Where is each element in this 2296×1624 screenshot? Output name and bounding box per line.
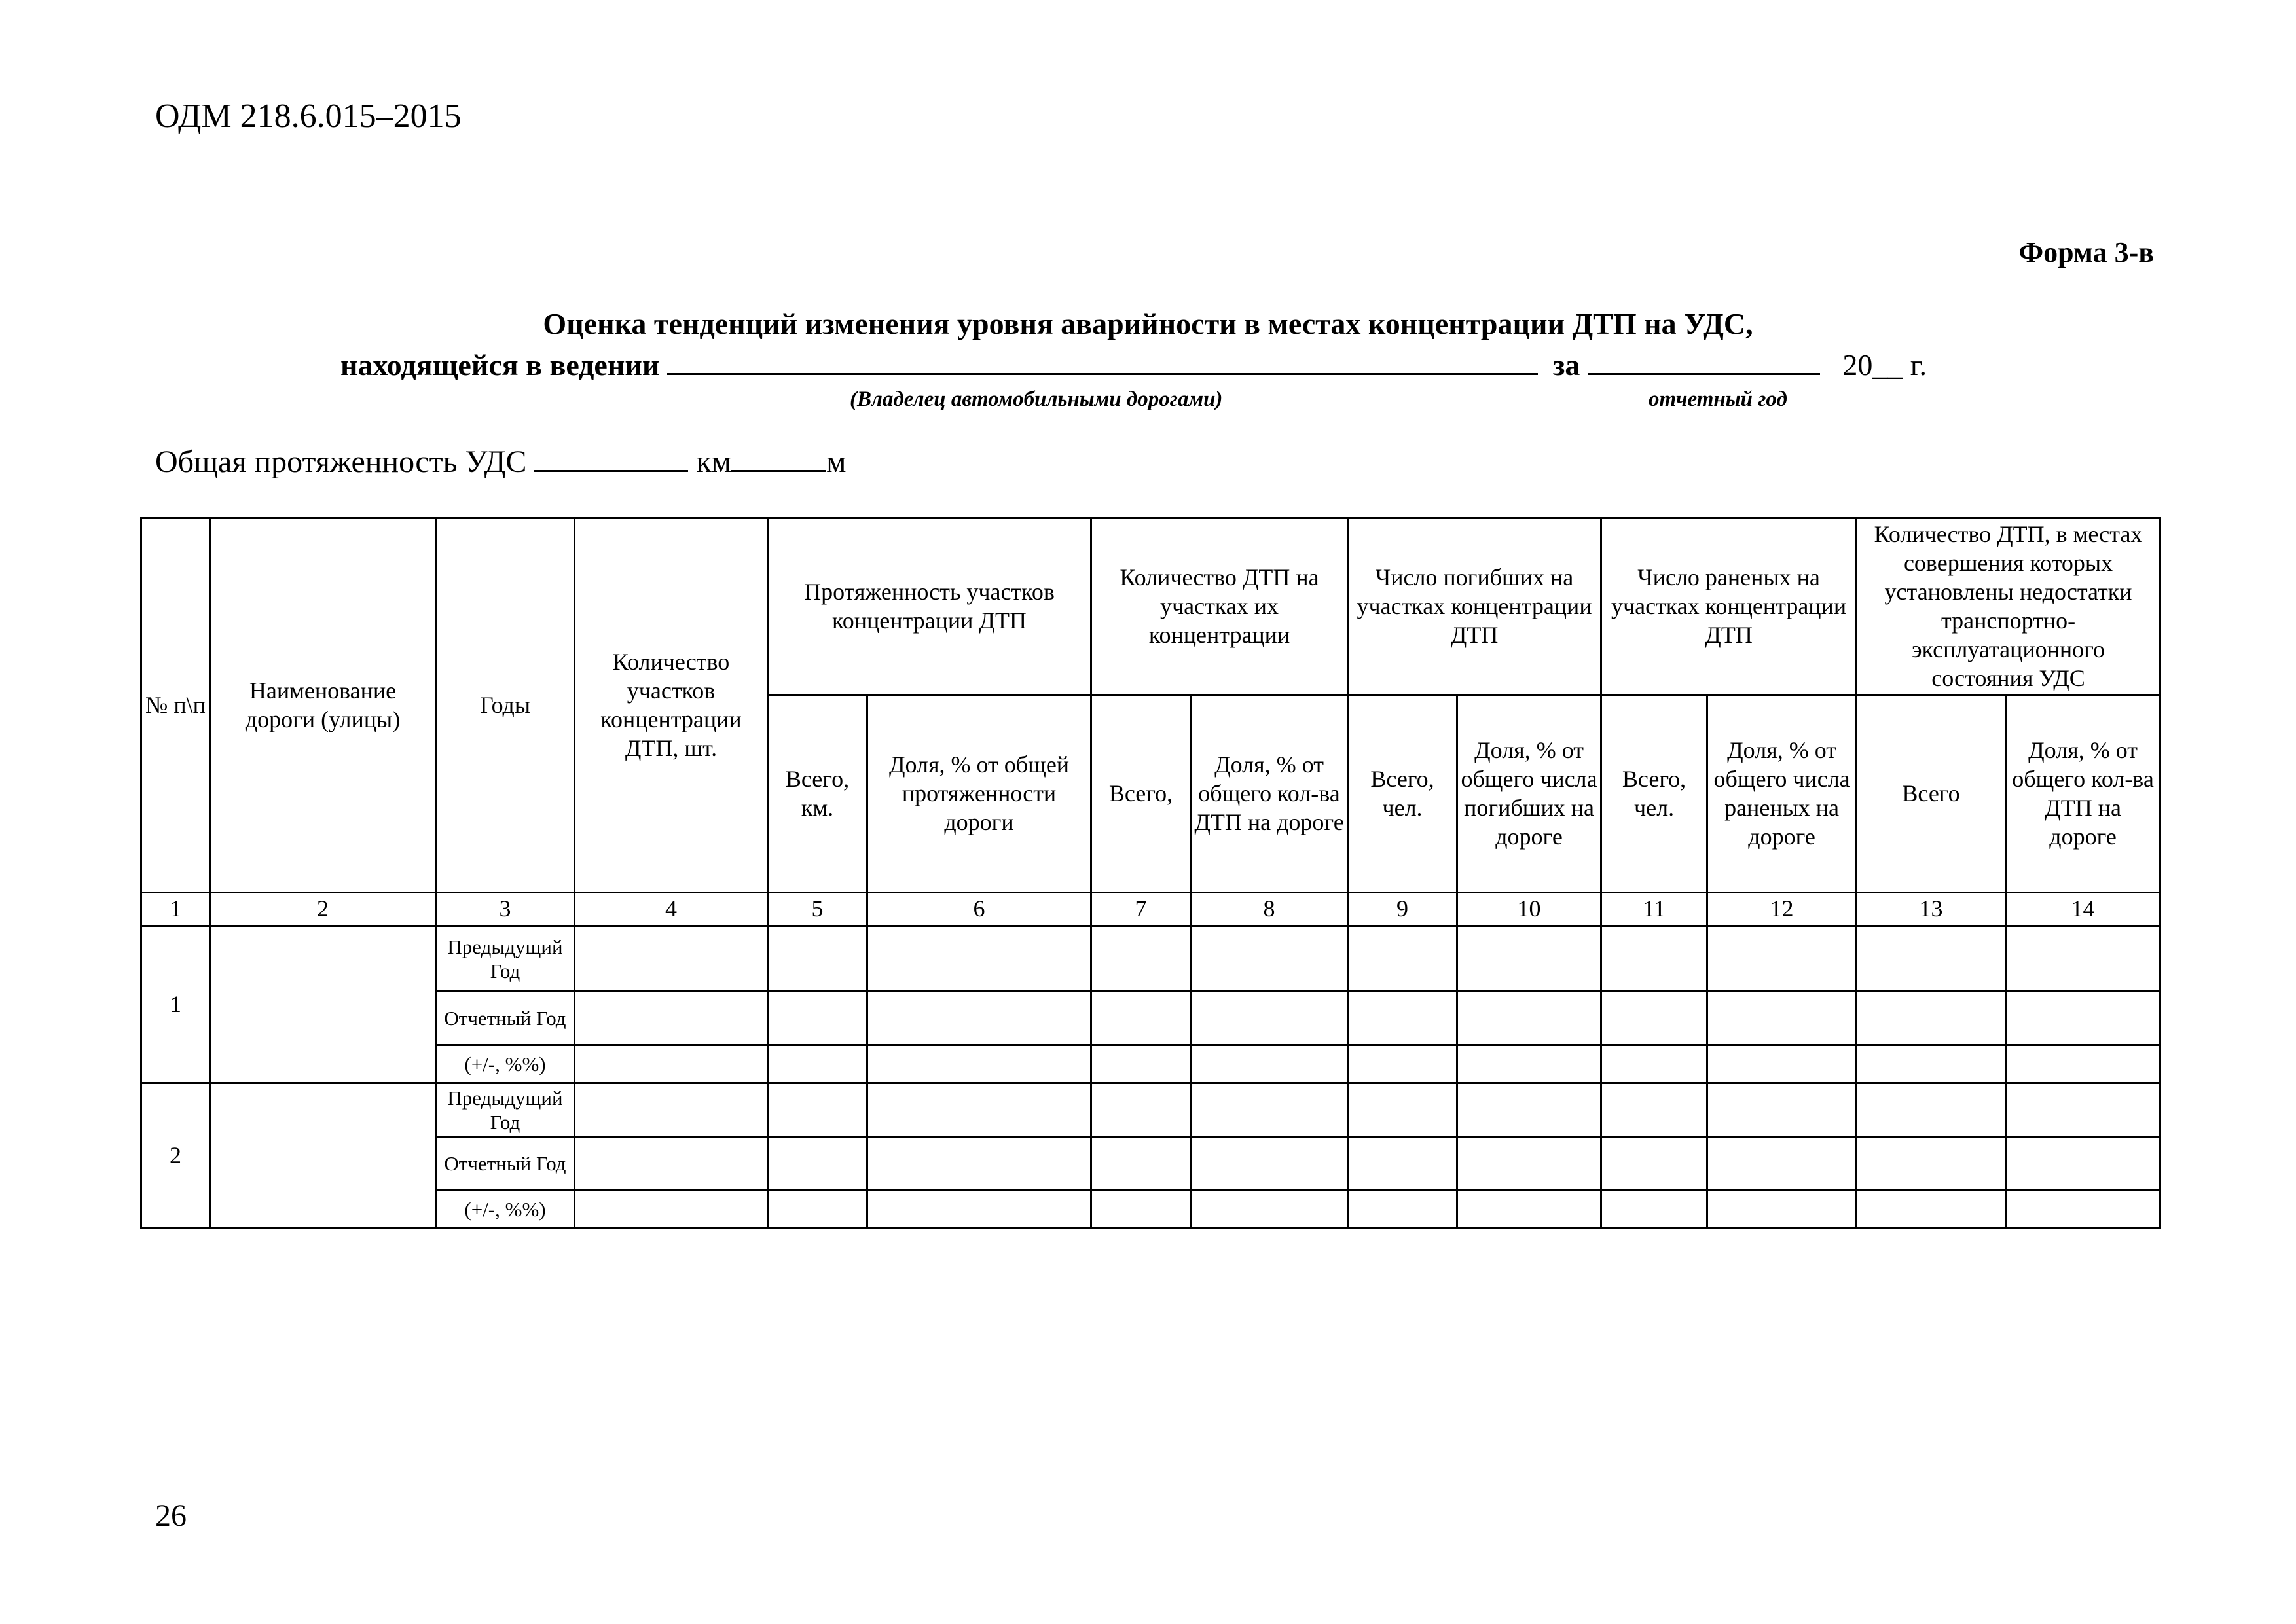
header-length-share: Доля, % от общей протяженности дороги xyxy=(867,695,1091,893)
header-acc-total: Всего, xyxy=(1091,695,1191,893)
data-cell[interactable] xyxy=(2006,1137,2160,1191)
m-blank xyxy=(731,442,826,472)
col-number: 12 xyxy=(1707,893,1857,926)
data-cell[interactable] xyxy=(1857,1083,2006,1137)
table-row xyxy=(141,1045,2160,1083)
data-cell[interactable] xyxy=(1091,992,1191,1045)
year-label-cell: Предыдущий Год xyxy=(436,926,575,992)
col-number: 13 xyxy=(1857,893,2006,926)
data-cell[interactable] xyxy=(768,1137,867,1191)
for-label: за xyxy=(1552,348,1580,382)
data-cell[interactable] xyxy=(1348,1083,1457,1137)
col-number: 14 xyxy=(2006,893,2160,926)
data-cell[interactable] xyxy=(1348,1045,1457,1083)
header-killed-share: Доля, % от общего числа погибших на дороге xyxy=(1457,695,1601,893)
data-cell[interactable] xyxy=(867,1137,1091,1191)
table-row xyxy=(141,1083,2160,1137)
road-name-cell[interactable] xyxy=(210,1083,436,1229)
data-cell[interactable] xyxy=(768,1191,867,1229)
row-number: 1 xyxy=(141,926,210,1083)
data-cell[interactable] xyxy=(1191,926,1348,992)
data-cell[interactable] xyxy=(1091,1191,1191,1229)
data-cell[interactable] xyxy=(1857,992,2006,1045)
total-length-label: Общая протяженность УДС xyxy=(155,444,527,479)
data-cell[interactable] xyxy=(1348,1137,1457,1191)
data-cell[interactable] xyxy=(867,1045,1091,1083)
header-acc-share: Доля, % от общего кол-ва ДТП на дороге xyxy=(1191,695,1348,893)
data-cell[interactable] xyxy=(867,992,1091,1045)
header-def-total: Всего xyxy=(1857,695,2006,893)
data-cell[interactable] xyxy=(1191,1191,1348,1229)
header-injured-share: Доля, % от общего числа раненых на дороге xyxy=(1707,695,1857,893)
year-label-cell: Отчетный Год xyxy=(436,992,575,1045)
data-cell[interactable] xyxy=(575,1191,768,1229)
assessment-table xyxy=(140,517,2161,1229)
data-cell[interactable] xyxy=(1457,1045,1601,1083)
header-injured-total: Всего, чел. xyxy=(1601,695,1707,893)
data-cell[interactable] xyxy=(1457,1083,1601,1137)
header-def-share: Доля, % от общего кол-ва ДТП на дороге xyxy=(2006,695,2160,893)
data-cell[interactable] xyxy=(1857,1191,2006,1229)
data-cell[interactable] xyxy=(1707,926,1857,992)
header-num: № п\п xyxy=(141,518,210,893)
data-cell[interactable] xyxy=(575,1137,768,1191)
year-caption: отчетный год xyxy=(1649,388,1787,411)
data-cell[interactable] xyxy=(1348,1191,1457,1229)
table-row xyxy=(141,1191,2160,1229)
table-row xyxy=(141,992,2160,1045)
header-killed-group: Число погибших на участках концентрации ДТП xyxy=(1348,518,1601,695)
data-cell[interactable] xyxy=(2006,992,2160,1045)
owner-line xyxy=(340,346,1927,382)
header-accidents-group: Количество ДТП на участках их концентрации xyxy=(1091,518,1348,695)
change-label-cell: (+/-, %%) xyxy=(436,1191,575,1229)
data-cell[interactable] xyxy=(867,1191,1091,1229)
header-injured-group: Число раненых на участках концентрации ДТП xyxy=(1601,518,1857,695)
data-cell[interactable] xyxy=(2006,1045,2160,1083)
data-cell[interactable] xyxy=(1091,1137,1191,1191)
data-cell[interactable] xyxy=(867,1083,1091,1137)
header-sites-count: Количество участков концентрации ДТП, шт. xyxy=(575,518,768,893)
data-cell[interactable] xyxy=(575,926,768,992)
col-number: 7 xyxy=(1091,893,1191,926)
data-cell[interactable] xyxy=(1707,1137,1857,1191)
km-blank xyxy=(534,442,688,472)
data-cell[interactable] xyxy=(768,1045,867,1083)
col-number: 8 xyxy=(1191,893,1348,926)
data-cell[interactable] xyxy=(1091,926,1191,992)
period-blank xyxy=(1588,346,1820,375)
data-cell[interactable] xyxy=(768,1083,867,1137)
page-number: 26 xyxy=(155,1498,187,1533)
data-cell[interactable] xyxy=(1707,992,1857,1045)
road-name-cell[interactable] xyxy=(210,926,436,1083)
data-cell[interactable] xyxy=(1601,992,1707,1045)
col-number: 6 xyxy=(867,893,1091,926)
data-cell[interactable] xyxy=(1601,1083,1707,1137)
header-road-name: Наименование дороги (улицы) xyxy=(210,518,436,893)
owner-blank xyxy=(667,346,1538,375)
owner-caption: (Владелец автомобильными дорогами) xyxy=(850,388,1223,411)
year-label: 20__ г. xyxy=(1842,348,1927,382)
row-number: 2 xyxy=(141,1083,210,1229)
data-cell[interactable] xyxy=(1601,926,1707,992)
data-cell[interactable] xyxy=(1091,1045,1191,1083)
data-cell[interactable] xyxy=(768,992,867,1045)
data-cell[interactable] xyxy=(768,926,867,992)
data-cell[interactable] xyxy=(1191,1083,1348,1137)
data-cell[interactable] xyxy=(1091,1083,1191,1137)
document-code: ОДМ 218.6.015–2015 xyxy=(155,98,462,135)
change-label-cell: (+/-, %%) xyxy=(436,1045,575,1083)
col-number: 2 xyxy=(210,893,436,926)
header-row-1 xyxy=(141,518,2160,695)
table-row xyxy=(141,1137,2160,1191)
form-label: Форма 3-в xyxy=(2018,236,2154,268)
data-cell[interactable] xyxy=(1191,1137,1348,1191)
data-cell[interactable] xyxy=(1707,1045,1857,1083)
data-cell[interactable] xyxy=(1601,1045,1707,1083)
m-unit: м xyxy=(826,444,847,479)
data-cell[interactable] xyxy=(867,926,1091,992)
total-length-line xyxy=(155,442,846,480)
km-unit: км xyxy=(696,444,732,479)
header-length-total: Всего, км. xyxy=(768,695,867,893)
data-cell[interactable] xyxy=(2006,1083,2160,1137)
header-killed-total: Всего, чел. xyxy=(1348,695,1457,893)
col-number: 10 xyxy=(1457,893,1601,926)
data-cell[interactable] xyxy=(1348,992,1457,1045)
data-cell[interactable] xyxy=(1601,1137,1707,1191)
data-cell[interactable] xyxy=(1857,1045,2006,1083)
data-cell[interactable] xyxy=(1457,1191,1601,1229)
col-number: 1 xyxy=(141,893,210,926)
data-cell[interactable] xyxy=(1857,926,2006,992)
year-label-cell: Отчетный Год xyxy=(436,1137,575,1191)
owner-prefix: находящейся в ведении xyxy=(340,348,660,382)
table-row xyxy=(141,926,2160,992)
col-number: 11 xyxy=(1601,893,1707,926)
form-title: Оценка тенденций изменения уровня аварийности в местах концентрации ДТП на УДС, xyxy=(543,307,1753,340)
data-cell[interactable] xyxy=(1457,992,1601,1045)
header-length-group: Протяженность участков концентрации ДТП xyxy=(768,518,1091,695)
data-cell[interactable] xyxy=(1191,1045,1348,1083)
col-number: 9 xyxy=(1348,893,1457,926)
data-cell[interactable] xyxy=(1457,1137,1601,1191)
data-cell[interactable] xyxy=(575,1045,768,1083)
header-years: Годы xyxy=(436,518,575,893)
data-cell[interactable] xyxy=(1707,1083,1857,1137)
data-cell[interactable] xyxy=(1348,926,1457,992)
data-cell[interactable] xyxy=(1601,1191,1707,1229)
year-label-cell: Предыдущий Год xyxy=(436,1083,575,1137)
header-deficiency-group: Количество ДТП, в местах совершения которых установлены недостатки транспортно-эксплуатационного состояния УДС xyxy=(1857,518,2160,695)
data-cell[interactable] xyxy=(1457,926,1601,992)
data-cell[interactable] xyxy=(575,992,768,1045)
data-cell[interactable] xyxy=(2006,926,2160,992)
data-cell[interactable] xyxy=(1707,1191,1857,1229)
data-cell[interactable] xyxy=(575,1083,768,1137)
col-number: 4 xyxy=(575,893,768,926)
data-cell[interactable] xyxy=(1191,992,1348,1045)
data-cell[interactable] xyxy=(1857,1137,2006,1191)
column-number-row xyxy=(141,893,2160,926)
data-cell[interactable] xyxy=(2006,1191,2160,1229)
col-number: 5 xyxy=(768,893,867,926)
col-number: 3 xyxy=(436,893,575,926)
